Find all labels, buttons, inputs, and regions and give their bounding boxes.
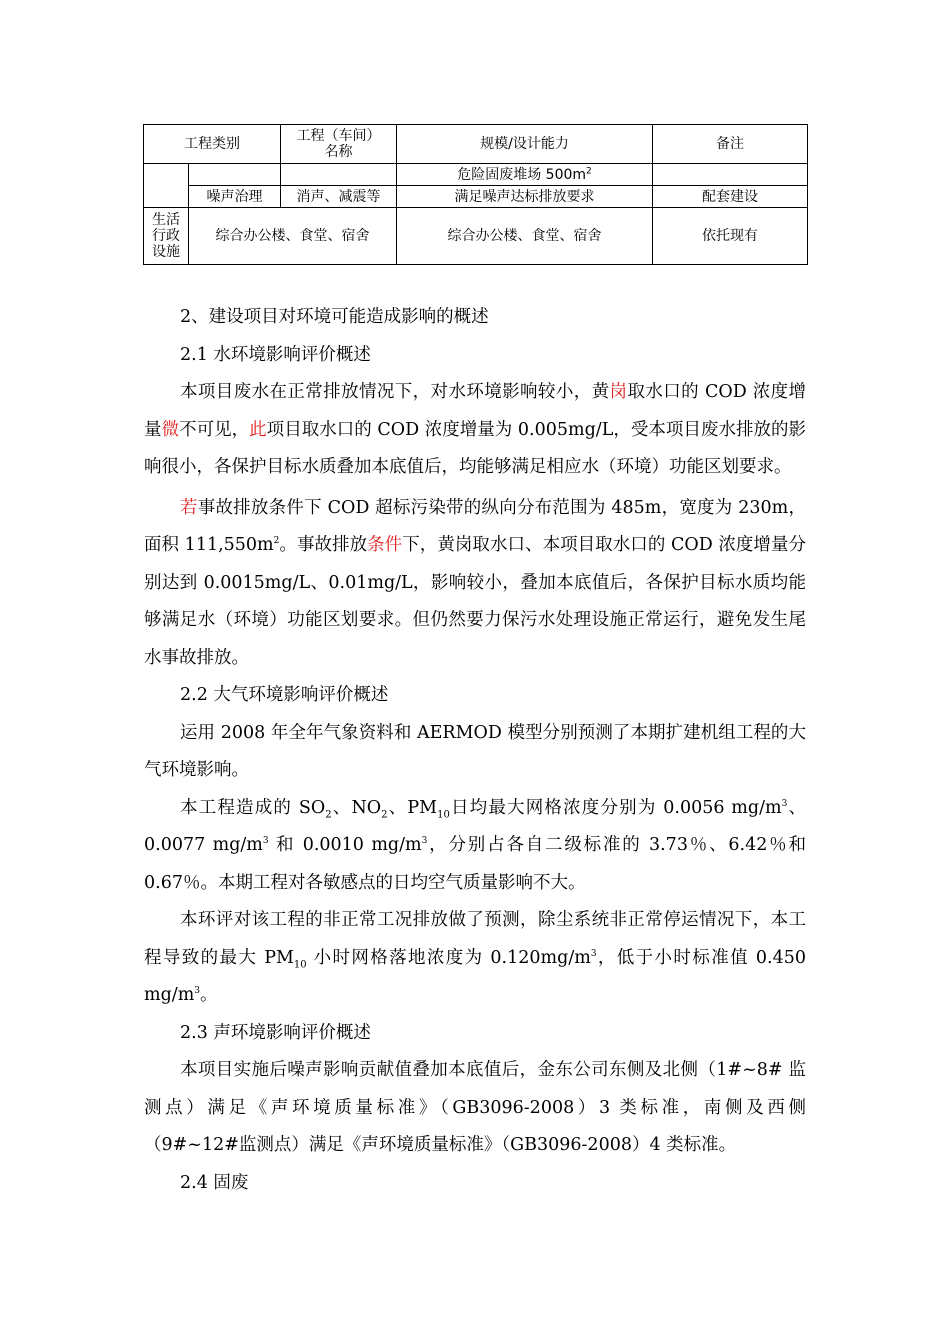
- section-heading-2-3: 2.3 声环境影响评价概述: [180, 1022, 371, 1043]
- cell-category-empty: [144, 164, 189, 208]
- header-capacity: 规模/设计能力: [397, 125, 653, 164]
- text-run: 、NO: [331, 797, 382, 818]
- text-run: ，低于小时标准值 0.450 mg/m: [144, 947, 806, 1005]
- hazard-capacity-text: 危险固废堆场 500m: [457, 166, 587, 183]
- subscript: 10: [437, 809, 450, 820]
- text-run: 不可见，: [179, 419, 250, 440]
- subscript: 10: [293, 959, 307, 970]
- header-name: [281, 125, 397, 164]
- cell-hazard-capacity: [397, 164, 653, 186]
- text-run: 日均最大网格浓度分别为 0.0056 mg/m: [449, 797, 782, 818]
- table-row: [144, 186, 808, 208]
- document-body: [144, 299, 806, 1202]
- highlight-run: 岗: [609, 382, 628, 402]
- superscript: 3: [781, 798, 788, 809]
- highlight-run: 若: [180, 497, 198, 518]
- cell-living-category: [144, 208, 189, 265]
- header-remark: 备注: [653, 125, 808, 164]
- text-run: 本项目废水在正常排放情况下，对水环境影响较小，黄: [180, 382, 610, 402]
- section-heading-2-2: 2.2 大气环境影响评价概述: [180, 685, 389, 705]
- living-category-line1: 生活: [152, 212, 180, 228]
- project-table: [143, 124, 808, 265]
- cell-noise-name: 消声、减震等: [281, 186, 397, 208]
- superscript: 3: [262, 836, 269, 847]
- living-category-line2: 行政: [152, 228, 180, 244]
- table-row: [144, 164, 808, 186]
- superscript: 3: [194, 986, 201, 997]
- text-run: 本工程造成的 SO: [180, 797, 326, 818]
- paragraph-air-model: 运用 2008 年全年气象资料和 AERMOD 模型分别预测了本期扩建机组工程的大气环境影响。: [144, 722, 806, 780]
- superscript: 3: [590, 948, 597, 959]
- cell-living-capacity: 综合办公楼、食堂、宿舍: [397, 208, 653, 265]
- superscript: 3: [421, 836, 428, 847]
- section-heading-2-4: 2.4 固废: [180, 1172, 249, 1193]
- text-run: 项目取水口的 COD 浓度增量为 0.005mg/L，受本项目废水排放的影响很小，各保护目标水质叠加本底值后，均能够满足相应水（环境）功能区划要求。: [144, 419, 807, 477]
- table-header-row: [144, 125, 808, 164]
- highlight-run: 条件: [367, 535, 403, 555]
- header-category: 工程类别: [144, 125, 281, 164]
- subscript: 2: [325, 809, 332, 820]
- paragraph-air-abnormal: [144, 902, 806, 1015]
- cell-noise-subcategory: 噪声治理: [189, 186, 281, 208]
- header-name-line1: 工程（车间）: [296, 128, 381, 144]
- cell-noise-remark: 配套建设: [653, 186, 808, 208]
- text-run: 取水口的 COD 浓度增量: [144, 382, 807, 440]
- subscript: 2: [381, 809, 388, 820]
- cell-name-empty: [281, 164, 397, 186]
- superscript: 2: [273, 536, 280, 547]
- paragraph-water-accident: [144, 490, 806, 678]
- paragraph-water-normal: [144, 374, 806, 487]
- text-run: 、PM: [387, 797, 438, 818]
- cell-living-name: 综合办公楼、食堂、宿舍: [189, 208, 397, 265]
- living-category-line3: 设施: [152, 244, 180, 260]
- highlight-run: 此: [249, 419, 267, 440]
- text-run: 。: [200, 985, 218, 1005]
- paragraph-air-concentration: [144, 790, 806, 903]
- header-name-line2: 名称: [324, 144, 353, 160]
- table-row: [144, 208, 808, 265]
- highlight-run: 微: [161, 419, 180, 440]
- text-run: 、0.0077 mg/m: [144, 797, 806, 855]
- hazard-capacity-sup: 2: [586, 165, 592, 176]
- cell-subcategory-empty: [189, 164, 281, 186]
- section-heading-2: 2、建设项目对环境可能造成影响的概述: [180, 307, 489, 327]
- cell-living-remark: 依托现有: [653, 208, 808, 265]
- text-run: 小时网格落地浓度为 0.120mg/m: [306, 947, 591, 968]
- section-heading-2-1: 2.1 水环境影响评价概述: [180, 344, 371, 365]
- text-run: 本环评对该工程的非正常工况排放做了预测，除尘系统非正常停运情况下，本工程导致的最大 PM: [144, 910, 806, 968]
- cell-noise-capacity: 满足噪声达标排放要求: [397, 186, 653, 208]
- cell-remark-empty: [653, 164, 808, 186]
- text-run: 下，黄岗取水口、本项目取水口的 COD 浓度增量分别达到 0.0015mg/L、0.01mg/L，影响较小，叠加本底值后，各保护目标水质均能够满足水（环境）功能区划要求。但仍然要力保污水处理设施正常运行，避免发生尾水事故排放。: [144, 535, 806, 668]
- text-run: 事故排放条件下 COD 超标污染带的纵向分布范围为 485m，宽度为 230m，面积 111,550m: [144, 497, 807, 555]
- paragraph-noise: 本项目实施后噪声影响贡献值叠加本底值后，金东公司东侧及北侧（1#~8# 监测点）满足《声环境质量标准》（GB3096-2008）3 类标准，南侧及西侧（9#~12#监测点）满足《声环境质量标准》（GB3096-2008）4 类标准。: [144, 1060, 806, 1155]
- text-run: ，分别占各自二级标准的 3.73％、6.42％和 0.67％。本期工程对各敏感点的日均空气质量影响不大。: [144, 835, 806, 893]
- text-run: 。事故排放: [279, 535, 368, 555]
- text-run: 和 0.0010 mg/m: [268, 835, 422, 855]
